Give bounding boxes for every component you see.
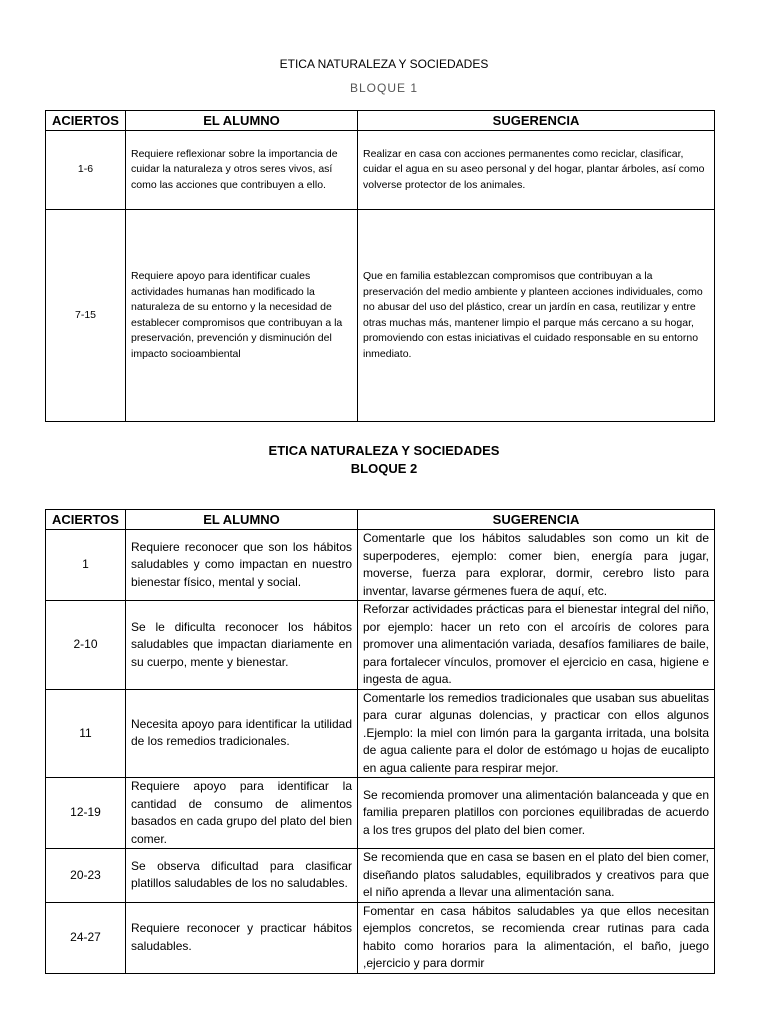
table-header-row (46, 111, 715, 131)
alumno-cell: Requiere reconocer que son los hábitos saludables y como impactan en nuestro bienestar físico, mental y social. (126, 530, 358, 601)
alumno-cell: Se le dificulta reconocer los hábitos saludables que impactan diariamente en su cuerpo, mente y bienestar. (126, 601, 358, 690)
table-row (46, 530, 715, 601)
sugerencia-cell: Reforzar actividades prácticas para el bienestar integral del niño, por ejemplo: hacer un reto con el arcoíris de colores para promover una alimentación variada, desafíos familiares de baile, para fortalecer vínculos, promover el ejercicio en casa, higiene e ingesta de agua. (358, 601, 715, 690)
bloque2-heading (0, 442, 768, 478)
header-sugerencia: SUGERENCIA (358, 510, 715, 530)
table-row (46, 210, 715, 422)
bloque2-title: ETICA NATURALEZA Y SOCIEDADES (268, 443, 500, 458)
sugerencia-cell: Comentarle los remedios tradicionales que usaban sus abuelitas para curar algunas dolencias, y practicar con ellos algunos .Ejemplo: la miel con limón para la garganta irritada, una bolsita de agua caliente para el dolor de estómago u hojas de eucalipto en agua caliente para respirar mejor. (358, 689, 715, 778)
aciertos-cell: 24-27 (46, 902, 126, 973)
header-aciertos: ACIERTOS (46, 510, 126, 530)
aciertos-cell: 11 (46, 689, 126, 778)
alumno-cell: Requiere reconocer y practicar hábitos saludables. (126, 902, 358, 973)
alumno-cell: Se observa dificultad para clasificar platillos saludables de los no saludables. (126, 849, 358, 903)
bloque2-table (45, 509, 715, 974)
header-el-alumno: EL ALUMNO (126, 510, 358, 530)
bloque1-subtitle: BLOQUE 1 (349, 81, 419, 95)
sugerencia-cell: Se recomienda que en casa se basen en el plato del bien comer, diseñando platos saludables, equilibrados y creativos para que el niño aprenda a llevar una alimentación sana. (358, 849, 715, 903)
sugerencia-cell: Realizar en casa con acciones permanentes como reciclar, clasificar, cuidar el agua en su aseo personal y del hogar, plantar árboles, así como volverse protector de los animales. (358, 131, 715, 210)
alumno-cell: Requiere apoyo para identificar la cantidad de consumo de alimentos basados en cada grupo del plato del bien comer. (126, 778, 358, 849)
aciertos-cell: 12-19 (46, 778, 126, 849)
aciertos-cell: 20-23 (46, 849, 126, 903)
table-row (46, 778, 715, 849)
aciertos-cell: 7-15 (46, 210, 126, 422)
alumno-cell: Requiere apoyo para identificar cuales actividades humanas han modificado la naturaleza de su entorno y la necesidad de establecer compromisos que contribuyan a la preservación, prevención y disminución del impacto socioambiental (126, 210, 358, 422)
aciertos-cell: 1 (46, 530, 126, 601)
bloque1-title: ETICA NATURALEZA Y SOCIEDADES (279, 57, 489, 71)
table-row (46, 601, 715, 690)
sugerencia-cell: Comentarle que los hábitos saludables son como un kit de superpoderes, ejemplo: comer bien, energía para jugar, moverse, fuerza para explorar, dormir, cerebro listo para inventar, lavarse gérmenes fuera de aquí, etc. (358, 530, 715, 601)
header-el-alumno: EL ALUMNO (126, 111, 358, 131)
sugerencia-cell: Que en familia establezcan compromisos que contribuyan a la preservación del medio ambiente y planteen acciones individuales, como no abusar del uso del plástico, crear un jardín en casa, reutilizar y entre otras muchas más, mantener limpio el parque más cercano a su hogar, promoviendo con estas iniciativas el cuidado responsable en su entorno inmediato. (358, 210, 715, 422)
header-aciertos: ACIERTOS (46, 111, 126, 131)
alumno-cell: Necesita apoyo para identificar la utilidad de los remedios tradicionales. (126, 689, 358, 778)
aciertos-cell: 1-6 (46, 131, 126, 210)
table-header-row (46, 510, 715, 530)
sugerencia-cell: Fomentar en casa hábitos saludables ya que ellos necesitan ejemplos concretos, se recomienda crear rutinas para cada habito como horarios para la alimentación, el baño, juego ,ejercicio y para dormir (358, 902, 715, 973)
bloque1-table (45, 110, 715, 422)
alumno-cell: Requiere reflexionar sobre la importancia de cuidar la naturaleza y otros seres vivos, así como las acciones que contribuyen a ello. (126, 131, 358, 210)
aciertos-cell: 2-10 (46, 601, 126, 690)
bloque2-subtitle: BLOQUE 2 (350, 461, 418, 476)
table-row (46, 131, 715, 210)
table-row (46, 902, 715, 973)
sugerencia-cell: Se recomienda promover una alimentación balanceada y que en familia preparen platillos con porciones equilibradas de acuerdo a los tres grupos del plato del bien comer. (358, 778, 715, 849)
table-row (46, 849, 715, 903)
header-sugerencia: SUGERENCIA (358, 111, 715, 131)
table-row (46, 689, 715, 778)
